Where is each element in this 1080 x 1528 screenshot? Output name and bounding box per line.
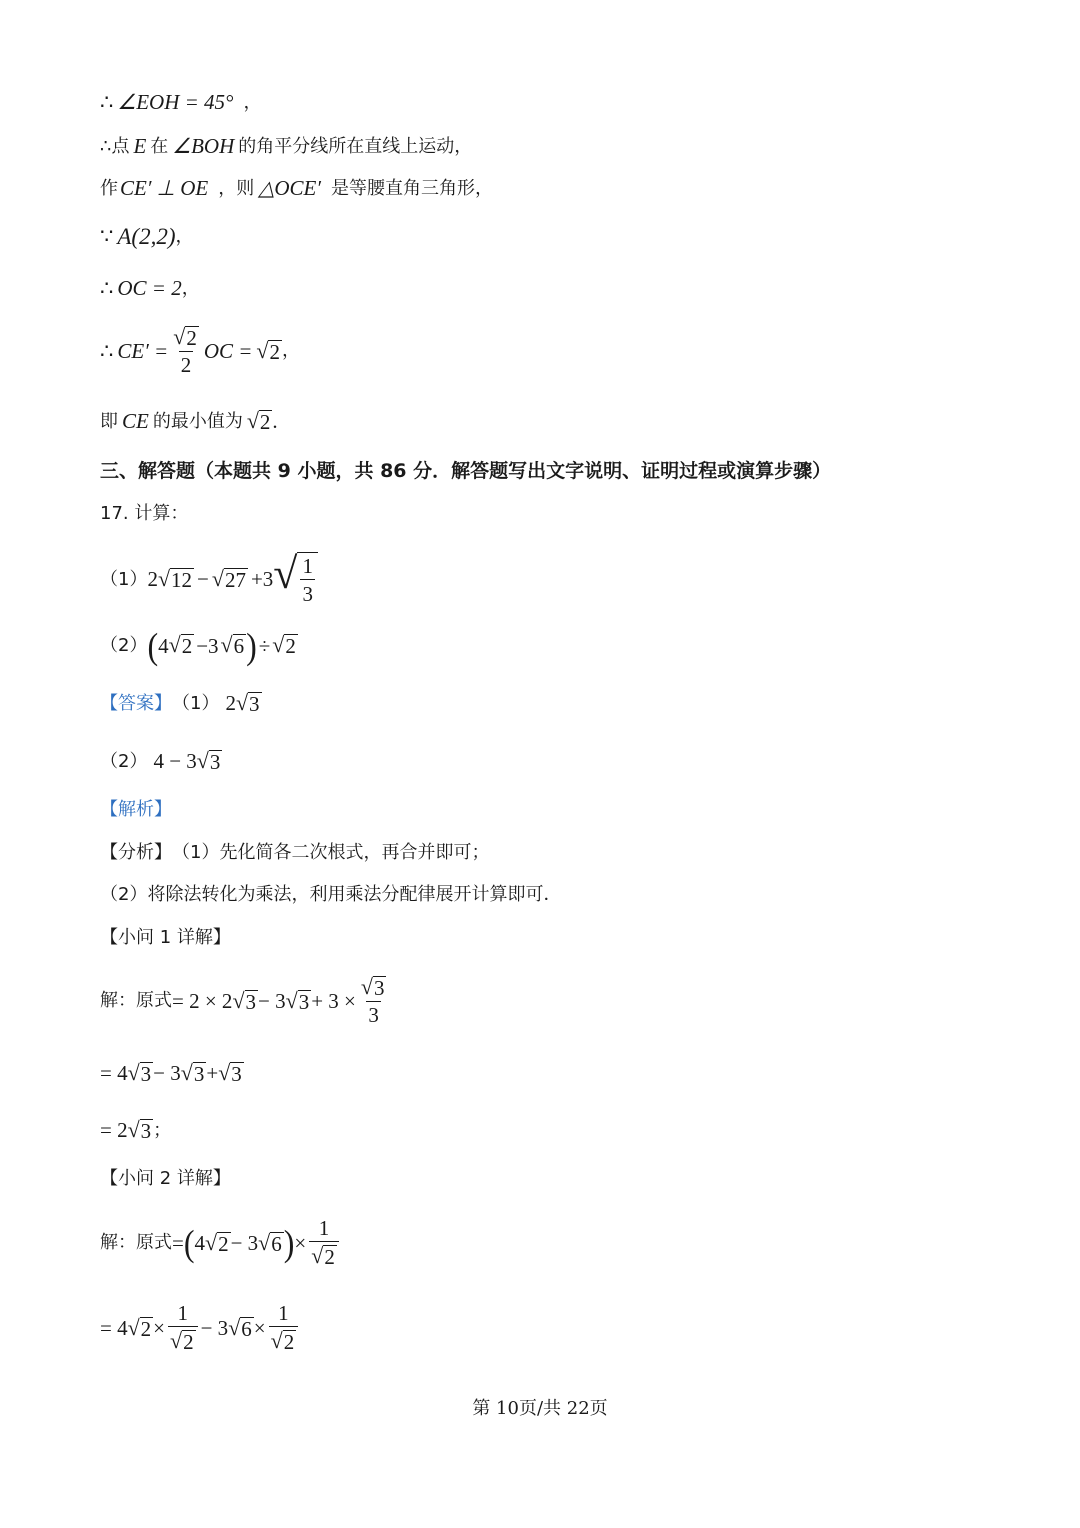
- punctuation: ，: [181, 277, 200, 299]
- fenxi-line-1: [100, 844, 489, 862]
- math-expression: ∠BOH: [172, 134, 235, 158]
- section-title: [100, 462, 831, 481]
- analysis-tag: 【解析】: [100, 799, 172, 820]
- sqrt: √ 6: [220, 632, 245, 659]
- sub1-tag-line: [100, 929, 231, 947]
- part-label: （2）: [100, 750, 148, 772]
- fraction: √ 2 2: [173, 324, 197, 378]
- question-17-part2: （2） ( 4 √ 2 −3 √ 6 ) ÷ √ 2: [100, 625, 296, 667]
- text: 即: [100, 410, 118, 432]
- sqrt: √ 2: [168, 632, 193, 659]
- sqrt: √ 3: [235, 690, 260, 716]
- question-number: 17. 计算：: [100, 503, 189, 524]
- answer-tag: 【答案】: [100, 692, 172, 714]
- fenxi-tag: 【分析】: [100, 842, 172, 863]
- math-expression: ∠EOH = 45°: [117, 90, 234, 114]
- therefore-symbol: ∴: [100, 90, 114, 114]
- sqrt: √ 3: [196, 748, 221, 774]
- sqrt: √ 2: [272, 632, 296, 659]
- text: 在: [150, 135, 169, 157]
- text: 是等腰直角三角形，: [330, 177, 493, 199]
- text: ∴点: [100, 135, 130, 157]
- sub1-step-2: = 4 √ 3 − 3 √ 3 + √ 3: [100, 1060, 242, 1086]
- line-oc: [100, 278, 200, 299]
- text: ，则: [218, 177, 255, 199]
- punctuation: ，: [175, 225, 194, 247]
- sqrt: √ 2: [246, 408, 271, 434]
- fraction: 1 √ 2: [168, 1303, 198, 1353]
- math-expression: CE′ ⊥ OE: [120, 176, 209, 200]
- question-17-part1: （1） 2 √ 12 − √ 27 +3 √ $\frac{1}{3}$: [100, 552, 318, 607]
- page-footer: 第 10页/共 22页: [472, 1398, 608, 1419]
- line-ce-prime: [100, 326, 300, 376]
- text: 的角平分线所在直线上运动，: [238, 135, 473, 157]
- part-label: （2）: [100, 635, 148, 656]
- answer-line-2: （2） 4 − 3 √ 3: [100, 748, 221, 774]
- fraction: 1 √ 2: [309, 1218, 339, 1268]
- question-17-label: [100, 505, 188, 523]
- sqrt: √ 12: [157, 566, 193, 593]
- math-var: E: [133, 134, 147, 158]
- line-point-a: [100, 225, 194, 248]
- sub2-tag-line: [100, 1170, 231, 1188]
- fenxi-line-2: [100, 886, 561, 904]
- therefore-symbol: ∴: [100, 338, 114, 363]
- sqrt: √ 27: [211, 566, 246, 593]
- text: 解：原式: [100, 1232, 172, 1254]
- math-var: CE: [122, 409, 149, 434]
- text: 作: [100, 177, 118, 199]
- line-min-value: [100, 410, 278, 433]
- sub2-step-2: = 4 √ 2 × 1 √ 2 − 3 √ 6 × 1 √ 2: [100, 1303, 301, 1353]
- analysis-tag-line: [100, 801, 172, 819]
- text: 的最小值为: [152, 410, 243, 432]
- punctuation: ，: [243, 91, 262, 113]
- line-angle-eoh: [100, 92, 261, 113]
- math-expression: OC =: [203, 338, 253, 363]
- sqrt: √ 2: [256, 337, 280, 364]
- because-symbol: ∵: [100, 224, 114, 248]
- subquestion-tag: 【小问 1 详解】: [100, 927, 231, 948]
- sub1-step-1: 解：原式 = 2 × 2 √ 3 − 3 √ 3 + 3 × √ 3 3: [100, 976, 391, 1026]
- subquestion-tag: 【小问 2 详解】: [100, 1168, 231, 1189]
- sqrt-fraction: √ $\frac{1}{3}$: [273, 552, 318, 607]
- punctuation: ，: [281, 340, 300, 362]
- fraction: √ 3 3: [360, 974, 385, 1028]
- punctuation: .: [272, 409, 278, 434]
- fraction: 1 √ 2: [269, 1303, 299, 1353]
- math-expression: CE′ =: [117, 338, 169, 363]
- therefore-symbol: ∴: [100, 276, 114, 300]
- math-expression: △OCE′: [258, 176, 321, 200]
- section-heading: 三、解答题（本题共 9 小题，共 86 分．解答题写出文字说明、证明过程或演算步骤）: [100, 460, 832, 482]
- part-label: （1）: [172, 692, 220, 714]
- line-point-e: [100, 136, 472, 157]
- sub1-step-3: = 2 √ 3 ；: [100, 1117, 172, 1143]
- sub2-step-1: 解：原式 = ( 4 √ 2 − 3 √ 6 ) × 1 √ 2: [100, 1218, 342, 1268]
- text: 解：原式: [100, 990, 172, 1012]
- text: （2）将除法转化为乘法，利用乘法分配律展开计算即可．: [100, 884, 562, 905]
- answer-line-1: 【答案】 （1） 2 √ 3: [100, 690, 260, 716]
- part-label: （1）: [100, 568, 148, 590]
- math-expression: OC = 2: [117, 276, 182, 300]
- math-expression: A(2,2): [117, 224, 176, 249]
- line-perpendicular: [100, 178, 493, 199]
- text: （1）先化简各二次根式，再合并即可；: [172, 842, 490, 863]
